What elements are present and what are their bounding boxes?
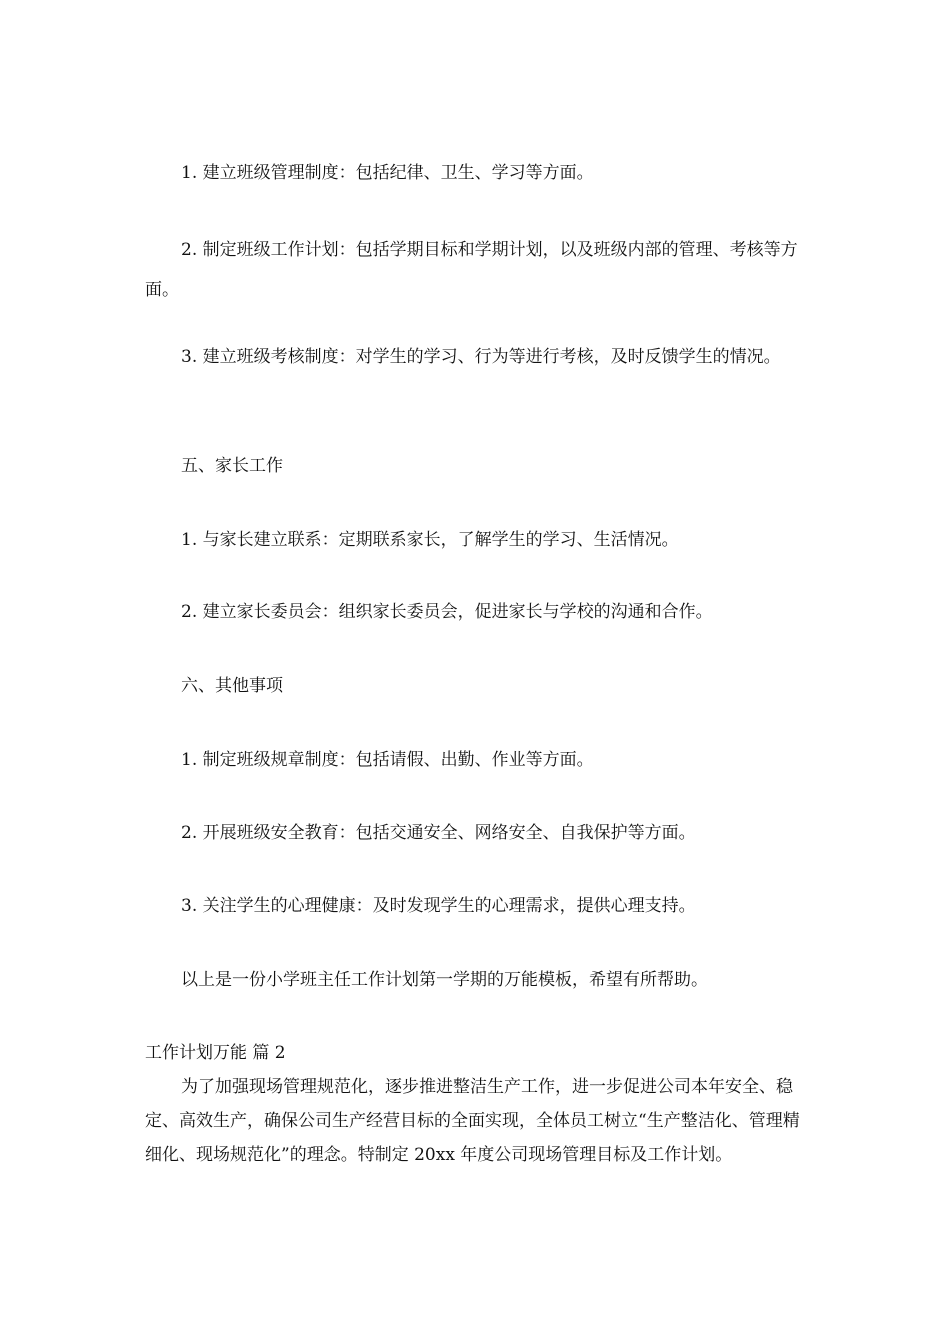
- paragraph-conclusion: 以上是一份小学班主任工作计划第一学期的万能模板，希望有所帮助。: [181, 970, 708, 990]
- paragraph-class-rules: 1. 制定班级规章制度：包括请假、出勤、作业等方面。: [181, 750, 594, 770]
- paragraph-safety-education: 2. 开展班级安全教育：包括交通安全、网络安全、自我保护等方面。: [181, 823, 696, 843]
- heading-parent-work: 五、家长工作: [181, 456, 283, 476]
- paragraph-class-work-plan: 2. 制定班级工作计划：包括学期目标和学期计划，以及班级内部的管理、考核等方面。: [145, 240, 798, 300]
- paragraph-class-management-system: 1. 建立班级管理制度：包括纪律、卫生、学习等方面。: [181, 163, 594, 183]
- paragraph-contact-parents: 1. 与家长建立联系：定期联系家长，了解学生的学习、生活情况。: [181, 530, 679, 550]
- section-heading: 工作计划万能 篇 2: [145, 1043, 286, 1063]
- heading-other-matters: 六、其他事项: [181, 676, 283, 696]
- intro-paragraph: 为了加强现场管理规范化，逐步推进整洁生产工作，进一步促进公司本年安全、稳定、高效生产，确保公司生产经营目标的全面实现，全体员工树立“生产整洁化、管理精细化、现场规范化”的理念。特制定 20xx 年度公司现场管理目标及工作计划。: [145, 1077, 800, 1165]
- paragraph-mental-health: 3. 关注学生的心理健康：及时发现学生的心理需求，提供心理支持。: [181, 896, 696, 916]
- paragraph-class-assessment-system: 3. 建立班级考核制度：对学生的学习、行为等进行考核，及时反馈学生的情况。: [181, 347, 781, 367]
- paragraph-parent-committee: 2. 建立家长委员会：组织家长委员会，促进家长与学校的沟通和合作。: [181, 602, 713, 622]
